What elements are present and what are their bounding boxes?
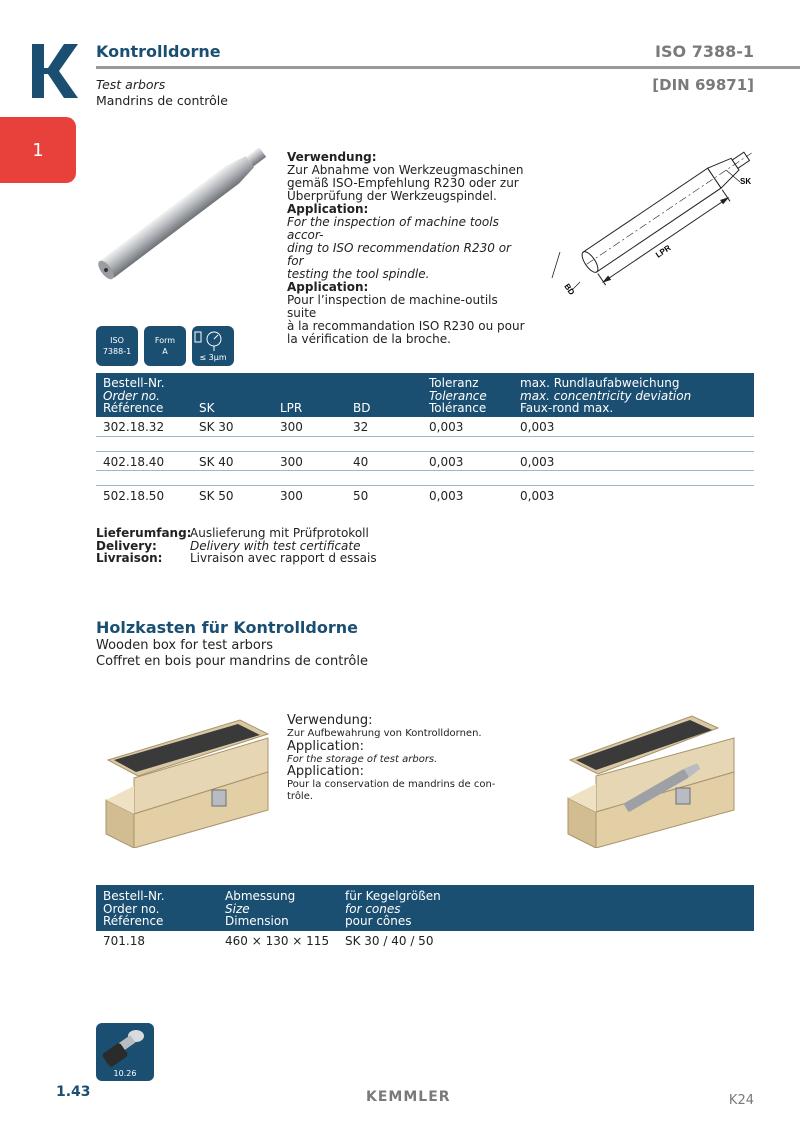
table-row[interactable] <box>96 420 754 436</box>
reference-card-10-26[interactable] <box>96 1023 154 1081</box>
delivery-text-de: Auslieferung mit Prüfprotokoll <box>190 526 369 540</box>
delivery-text-fr: Livraison avec rapport d essais <box>190 551 377 565</box>
th2-cone-de: für Kegelgrößen <box>345 889 441 903</box>
application-fr-line: la vérification de la broche. <box>287 332 451 346</box>
test-arbor-image <box>92 148 272 288</box>
dial-gauge-icon <box>192 330 226 352</box>
din-label: [DIN 69871] <box>652 76 754 94</box>
cell-run: 0,003 <box>520 455 555 469</box>
wooden-box-with-arbor-image <box>566 712 738 848</box>
th2-cone-en: for cones <box>345 901 401 916</box>
cell-cones: SK 30 / 40 / 50 <box>345 934 434 948</box>
header-divider <box>96 66 800 69</box>
cell-dimension: 460 × 130 × 115 <box>225 934 330 948</box>
cell-lpr: 300 <box>280 420 303 434</box>
box-app-fr-heading: Application: <box>287 764 365 779</box>
application-de-line: Überprüfung der Werkzeugspindel. <box>287 189 497 203</box>
chapter-tab[interactable] <box>0 117 76 183</box>
delivery-label-fr: Livraison: <box>96 551 163 565</box>
box-app-fr-text: trôle. <box>287 790 314 802</box>
cell-sk: SK 50 <box>199 489 234 503</box>
box-app-fr-text: Pour la conservation de mandrins de con- <box>287 779 496 790</box>
cell-tol: 0,003 <box>429 455 464 469</box>
th-order-fr: Référence <box>103 401 164 415</box>
form-badge-line2: A <box>162 347 168 356</box>
application-en-heading: Application: <box>287 202 369 216</box>
application-de-heading: Verwendung: <box>287 150 377 164</box>
cell-bd: 50 <box>353 489 369 503</box>
row-divider <box>96 470 754 471</box>
chapter-number: 1 <box>32 139 44 161</box>
wooden-box-image <box>104 716 274 848</box>
application-fr-line: Pour l’inspection de machine-outils suite <box>287 293 498 320</box>
cell-order: 502.18.50 <box>103 489 165 503</box>
delivery-label-en: Delivery: <box>96 538 157 553</box>
application-fr-heading: Application: <box>287 280 369 294</box>
page-code: K24 <box>728 1093 754 1108</box>
iso-badge <box>96 326 138 366</box>
norm-label: ISO 7388-1 <box>655 42 754 61</box>
application-en-line: testing the tool spindle. <box>287 267 430 281</box>
cell-run: 0,003 <box>520 420 555 434</box>
application-fr-line: à la recommandation ISO R230 ou pour <box>287 319 525 333</box>
cell-run: 0,003 <box>520 489 555 503</box>
cell-order: 402.18.40 <box>103 455 165 469</box>
iso-badge-line2: 7388-1 <box>102 347 132 356</box>
cell-lpr: 300 <box>280 489 303 503</box>
cell-tol: 0,003 <box>429 420 464 434</box>
box-section-subtitle-fr: Coffret en bois pour mandrins de contrôle <box>96 654 368 669</box>
th2-dim-en: Size <box>225 901 250 916</box>
th2-order-en: Order no. <box>103 901 160 916</box>
th-lpr: LPR <box>280 401 303 415</box>
cell-bd: 32 <box>353 420 369 434</box>
th-run-en: max. concentricity deviation <box>520 388 692 403</box>
th2-cone-fr: pour cônes <box>345 914 412 928</box>
box-app-en-heading: Application: <box>287 738 365 754</box>
cell-sk: SK 30 <box>199 420 234 434</box>
th-order-en: Order no. <box>103 388 160 403</box>
th-run-fr: Faux-rond max. <box>520 401 614 415</box>
th-run-de: max. Rundlaufabweichung <box>520 376 680 390</box>
table2-header <box>96 885 754 931</box>
delivery-text-en: Delivery with test certificate <box>190 538 361 553</box>
reference-card-label: 10.26 <box>113 1069 137 1078</box>
row-divider <box>96 451 754 452</box>
box-section-subtitle-en: Wooden box for test arbors <box>96 638 273 653</box>
technical-drawing <box>550 140 760 310</box>
box-app-en-text: For the storage of test arbors. <box>287 753 438 765</box>
cell-bd: 40 <box>353 455 369 469</box>
box-app-de-text: Zur Aufbewahrung von Kontrolldornen. <box>287 728 482 739</box>
th2-dim-fr: Dimension <box>225 914 289 928</box>
th-order-de: Bestell-Nr. <box>103 376 165 390</box>
cell-order: 302.18.32 <box>103 420 165 434</box>
delivery-block <box>96 527 377 565</box>
application-de-line: Zur Abnahme von Werkzeugmaschinen <box>287 163 524 177</box>
th-tol-fr: Tolérance <box>429 401 487 415</box>
box-section-title: Holzkasten für Kontrolldorne <box>96 618 358 637</box>
row-divider <box>96 485 754 486</box>
retention-knob-icon <box>96 1023 154 1067</box>
form-badge <box>144 326 186 366</box>
th2-dim-de: Abmessung <box>225 889 296 903</box>
th2-order-de: Bestell-Nr. <box>103 889 165 903</box>
cell-lpr: 300 <box>280 455 303 469</box>
page-title: Kontrolldorne <box>96 42 221 61</box>
table1-header <box>96 373 754 417</box>
application-block <box>287 151 527 346</box>
drawing-labels <box>562 177 751 297</box>
bd-label: BD <box>562 282 577 297</box>
brand-name: KEMMLER <box>366 1089 451 1105</box>
page-subtitle-en: Test arbors <box>96 77 166 92</box>
th-tol-en: Tolerance <box>429 388 487 403</box>
application-en-line: ding to ISO recommendation R230 or for <box>287 241 511 268</box>
tolerance-badge <box>192 326 234 366</box>
application-en-line: For the inspection of machine tools accor- <box>287 215 499 242</box>
application-de-line: gemäß ISO-Empfehlung R230 oder zur <box>287 176 519 190</box>
table-row[interactable] <box>96 489 754 505</box>
cell-tol: 0,003 <box>429 489 464 503</box>
cell-sk: SK 40 <box>199 455 234 469</box>
table-row[interactable] <box>96 934 754 950</box>
box-application-block <box>287 714 507 802</box>
form-badge-line1: Form <box>154 336 176 345</box>
table-row[interactable] <box>96 455 754 471</box>
page-subtitle-fr: Mandrins de contrôle <box>96 93 228 108</box>
tolerance-value: ≤ 3µm <box>199 352 227 362</box>
page-number: 1.43 <box>56 1084 91 1100</box>
iso-badge-line1: ISO <box>110 336 124 345</box>
box-app-de-heading: Verwendung: <box>287 713 373 728</box>
th-bd: BD <box>353 401 371 415</box>
th-sk: SK <box>199 401 215 415</box>
kemmler-logo <box>32 44 78 98</box>
th-tol-de: Toleranz <box>429 376 479 390</box>
th2-order-fr: Référence <box>103 914 164 928</box>
delivery-label-de: Lieferumfang: <box>96 526 192 540</box>
sk-label: SK <box>740 177 752 186</box>
lpr-label: LPR <box>654 243 673 260</box>
row-divider <box>96 436 754 437</box>
cell-order: 701.18 <box>103 934 145 948</box>
